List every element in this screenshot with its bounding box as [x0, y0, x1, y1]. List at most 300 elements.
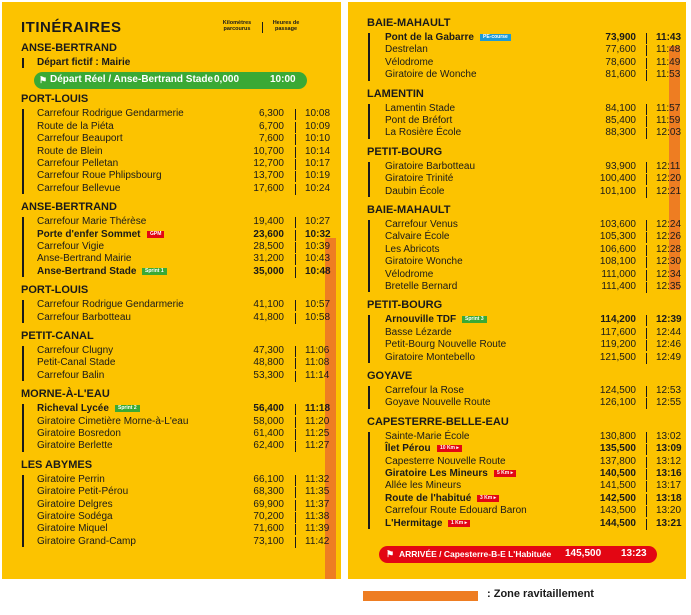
waypoint-name: Carrefour Roue Phlipsbourg	[37, 170, 162, 182]
km-value: 71,600	[253, 523, 284, 535]
time-value: 11:25	[305, 428, 330, 439]
column-separator	[295, 147, 296, 158]
km-value: 143,500	[599, 505, 636, 517]
km-value: 73,900	[605, 32, 636, 43]
route-row	[37, 108, 331, 120]
km-value: 70,200	[253, 511, 284, 522]
km-value: 66,100	[253, 473, 284, 485]
waypoint-badge: Sprint 2	[115, 405, 140, 412]
time-value: 12:30	[656, 256, 682, 268]
column-separator	[646, 257, 647, 268]
time-value: 10:19	[305, 170, 331, 182]
waypoint-name: Carrefour Balin	[37, 369, 105, 381]
waypoint-name: Giratoire Cimetière Morne-à-L'eau	[37, 415, 189, 427]
route-row	[37, 158, 331, 170]
time-value: 12:21	[656, 185, 682, 197]
section-rule	[22, 300, 24, 323]
km-value: 137,800	[599, 455, 636, 467]
waypoint-name: Giratoire Berlette	[37, 440, 113, 452]
waypoint-badge: PE-course	[480, 34, 511, 41]
itinerary-panel-left	[2, 2, 341, 579]
time-value: 10:57	[305, 299, 331, 311]
route-row	[385, 102, 681, 115]
waypoint-name: Anse-Bertrand Mairie	[37, 253, 132, 265]
waypoint-name: Carrefour Marie Thérèse	[37, 216, 147, 228]
route-row	[385, 397, 682, 409]
km-value: 121,500	[599, 351, 636, 363]
route-row	[385, 281, 682, 293]
waypoint-name: Petit-Canal Stade	[37, 357, 116, 369]
section-rule	[368, 315, 370, 363]
column-separator	[646, 174, 647, 185]
time-value: 12:39	[656, 314, 682, 326]
waypoint-name: Route de Blein	[37, 145, 103, 157]
time-value: 10:43	[305, 253, 331, 265]
commune-title: MORNE-À-L'EAU	[21, 388, 110, 401]
time-value: 11:20	[305, 415, 330, 427]
route-row	[385, 173, 682, 185]
km-value: 31,200	[253, 253, 284, 265]
route-row	[385, 32, 682, 44]
km-value: 126,100	[599, 397, 636, 409]
route-row	[37, 145, 331, 158]
commune-title: BAIE-MAHAULT	[367, 204, 451, 216]
route-row	[37, 535, 330, 548]
waypoint-badge: Sprint 1	[142, 268, 167, 275]
route-row	[385, 185, 682, 198]
route-row	[37, 498, 330, 511]
route-row	[385, 430, 682, 443]
commune-title: PORT-LOUIS	[21, 284, 89, 297]
route-row	[385, 268, 682, 281]
route-row	[37, 120, 331, 133]
route-row	[385, 443, 682, 455]
section-rule	[22, 217, 24, 277]
route-row	[385, 505, 682, 517]
route-row	[37, 241, 331, 253]
waypoint-name: Carrefour Venus	[385, 219, 458, 230]
column-separator	[646, 104, 647, 115]
waypoint-name: Les Abricots	[385, 243, 440, 255]
route-row	[37, 182, 331, 195]
waypoint-name: Giratoire Wonche	[385, 256, 463, 268]
column-separator	[646, 187, 647, 198]
column-separator	[295, 524, 296, 535]
time-value: 11:32	[305, 473, 330, 485]
time-value: 11:18	[305, 403, 331, 415]
route-row	[385, 468, 682, 480]
route-row	[37, 357, 330, 369]
waypoint-name: Carrefour Barbotteau	[37, 311, 131, 323]
time-value: 12:11	[656, 160, 681, 172]
waypoint-name: Vélodrome	[385, 56, 434, 68]
waypoint-name: Carrefour Clugny	[37, 345, 114, 356]
km-value: 103,600	[599, 219, 636, 230]
route-row	[37, 170, 331, 182]
waypoint-name: Carrefour Beauport	[37, 133, 123, 145]
section-rule	[22, 109, 24, 194]
start-label: Départ Réel / Anse-Bertrand Stade	[50, 74, 214, 85]
route-row	[385, 56, 681, 69]
waypoint-name: Carrefour Rodrigue Gendarmerie	[37, 299, 184, 311]
column-separator	[646, 58, 647, 69]
column-separator	[646, 45, 647, 56]
route-row	[37, 369, 330, 382]
route-row	[385, 243, 682, 256]
route-row	[37, 228, 331, 241]
time-value: 12:20	[656, 173, 682, 185]
commune-title: ANSE-BERTRAND	[21, 201, 117, 214]
column-separator	[646, 340, 647, 351]
waypoint-name: Carrefour la Rose	[385, 385, 464, 396]
waypoint-name: Sainte-Marie École	[385, 430, 470, 442]
waypoint-name: Giratoire de Wonche	[385, 69, 477, 81]
legend-swatch	[363, 591, 478, 601]
column-separator	[646, 270, 647, 281]
route-row	[385, 115, 681, 127]
waypoint-name: Porte d'enfer Sommet	[37, 228, 141, 240]
route-row	[385, 517, 682, 530]
km-value: 93,900	[605, 160, 636, 172]
column-separator	[646, 353, 647, 364]
route-row	[37, 299, 331, 311]
route-row	[385, 219, 682, 231]
time-value: 11:27	[305, 440, 330, 452]
km-value: 105,300	[599, 231, 636, 243]
commune-title: GOYAVE	[367, 370, 413, 382]
waypoint-name: Giratoire Trinité	[385, 173, 454, 185]
time-value: 13:21	[656, 517, 682, 529]
finish-pill	[379, 546, 657, 563]
waypoint-name: Calvaire École	[385, 231, 450, 243]
column-separator	[646, 162, 647, 173]
time-value: 10:14	[305, 145, 331, 157]
header-divider	[262, 22, 263, 33]
commune-title: BAIE-MAHAULT	[367, 17, 451, 29]
commune-title: PETIT-BOURG	[367, 145, 443, 158]
km-value: 111,400	[601, 281, 636, 292]
time-value: 13:18	[656, 492, 682, 504]
waypoint-name: Giratoire Bosredon	[37, 428, 121, 439]
waypoint-name: Giratoire Miquel	[37, 523, 108, 535]
route-row	[385, 385, 682, 397]
waypoint-badge: Sprint 3	[462, 316, 487, 323]
waypoint-name: Pont de Bréfort	[385, 115, 453, 126]
km-value: 47,300	[253, 345, 284, 356]
time-value: 11:42	[305, 535, 330, 547]
time-value: 10:09	[305, 120, 331, 132]
km-value: 84,100	[605, 102, 636, 114]
finish-time: 13:23	[621, 548, 647, 559]
km-value: 81,600	[605, 69, 636, 81]
route-row	[37, 345, 330, 357]
column-separator	[646, 506, 647, 517]
waypoint-name: Vélodrome	[385, 268, 434, 280]
km-value: 19,400	[253, 216, 284, 228]
km-value: 73,100	[253, 535, 284, 547]
waypoint-badge: 3 Km ▸	[477, 495, 499, 502]
column-separator	[295, 512, 296, 523]
finish-km: 145,500	[565, 548, 602, 559]
waypoint-name: Basse Lézarde	[385, 326, 452, 338]
km-value: 7,600	[258, 133, 284, 145]
route-row	[385, 480, 682, 492]
waypoint-name: Route de l'habitué	[385, 492, 472, 504]
route-row	[385, 351, 682, 364]
waypoint-name: Bretelle Bernard	[385, 281, 458, 292]
waypoint-name: Giratoire Les Mineurs	[385, 468, 488, 479]
col-time-header: Heures de passage	[272, 20, 300, 32]
waypoint-name: Goyave Nouvelle Route	[385, 397, 491, 409]
column-separator	[646, 444, 647, 455]
time-value: 13:12	[656, 455, 682, 467]
column-separator	[646, 128, 647, 139]
waypoint-name: La Rosière École	[385, 127, 462, 139]
time-value: 11:43	[656, 32, 682, 43]
km-value: 117,600	[600, 326, 636, 338]
column-separator	[295, 441, 296, 452]
km-value: 135,500	[599, 443, 636, 455]
itinerary-panel-right	[348, 2, 686, 579]
time-value: 13:16	[656, 468, 682, 479]
column-separator	[295, 358, 296, 369]
time-value: 10:48	[305, 265, 331, 277]
route-row	[37, 311, 331, 324]
time-value: 10:24	[305, 182, 331, 194]
column-separator	[295, 184, 296, 195]
route-row	[385, 69, 681, 81]
time-value: 12:44	[656, 326, 682, 338]
route-row	[385, 339, 682, 351]
km-value: 61,400	[253, 428, 284, 439]
column-separator	[295, 242, 296, 253]
route-row	[385, 455, 682, 468]
column-separator	[295, 109, 296, 120]
waypoint-name: Giratoire Petit-Pérou	[37, 486, 129, 498]
time-value: 11:59	[656, 115, 681, 126]
time-value: 11:06	[305, 345, 330, 356]
time-value: 10:17	[305, 158, 331, 169]
time-value: 11:14	[305, 369, 330, 381]
km-value: 140,500	[599, 468, 636, 479]
km-value: 53,300	[253, 369, 284, 381]
km-value: 6,300	[258, 108, 284, 120]
waypoint-name: L'Hermitage	[385, 517, 443, 529]
column-separator	[646, 328, 647, 339]
km-value: 142,500	[599, 492, 636, 504]
column-separator	[295, 537, 296, 548]
time-value: 10:27	[305, 216, 331, 228]
waypoint-badge: 1 Km ▸	[448, 520, 470, 527]
column-separator	[295, 313, 296, 324]
column-separator	[646, 398, 647, 409]
waypoint-badge: 5 Km ▸	[494, 470, 516, 477]
waypoint-name: Départ fictif : Mairie	[37, 57, 131, 68]
km-value: 111,000	[601, 268, 636, 280]
km-value: 124,500	[599, 385, 636, 396]
column-separator	[295, 487, 296, 498]
time-value: 11:38	[305, 511, 330, 522]
km-value: 106,600	[599, 243, 636, 255]
column-separator	[295, 429, 296, 440]
waypoint-name: Pont de la Gabarre	[385, 32, 474, 43]
column-separator	[295, 134, 296, 145]
waypoint-name: Giratoire Grand-Camp	[37, 535, 136, 547]
waypoint-name: Giratoire Barbotteau	[385, 160, 476, 172]
route-row	[385, 231, 682, 243]
time-value: 10:10	[305, 133, 331, 145]
section-rule	[368, 432, 370, 529]
km-value: 77,600	[605, 44, 636, 56]
km-value: 130,800	[599, 430, 636, 442]
time-value: 12:03	[656, 127, 682, 139]
column-separator	[295, 230, 296, 241]
waypoint-name: Giratoire Perrin	[37, 473, 105, 485]
column-separator	[295, 171, 296, 182]
waypoint-name: Carrefour Bellevue	[37, 182, 121, 194]
time-value: 11:39	[305, 523, 330, 535]
column-separator	[646, 315, 647, 326]
route-row	[37, 253, 331, 265]
column-separator	[646, 494, 647, 505]
column-separator	[295, 417, 296, 428]
column-separator	[646, 245, 647, 256]
time-value: 12:26	[656, 231, 682, 243]
route-row	[37, 403, 331, 415]
column-separator	[295, 267, 296, 278]
km-value: 6,700	[258, 120, 284, 132]
waypoint-name: Route de la Piéta	[37, 120, 114, 132]
column-separator	[646, 457, 647, 468]
column-separator	[646, 386, 647, 397]
waypoint-name: Capesterre Nouvelle Route	[385, 455, 506, 467]
section-rule	[368, 386, 370, 409]
commune-title: PETIT-BOURG	[367, 299, 443, 312]
col-km-header: Kilomètres parcourus	[222, 20, 252, 32]
waypoint-name: Lamentin Stade	[385, 102, 456, 114]
route-row	[37, 216, 331, 228]
km-value: 100,400	[599, 173, 636, 185]
waypoint-badge: GPM	[147, 231, 164, 238]
waypoint-name: Anse-Bertrand Stade	[37, 265, 137, 277]
commune-title: PETIT-CANAL	[21, 330, 94, 342]
waypoint-name: Carrefour Rodrigue Gendarmerie	[37, 108, 184, 120]
waypoint-name: Carrefour Vigie	[37, 241, 105, 252]
column-separator	[646, 220, 647, 231]
time-value: 12:46	[656, 339, 682, 351]
route-row	[385, 160, 681, 173]
waypoint-name: Allée les Mineurs	[385, 480, 462, 492]
km-value: 68,300	[253, 486, 284, 498]
time-value: 12:55	[656, 397, 682, 409]
waypoint-name: Giratoire Delgres	[37, 498, 113, 510]
column-separator	[646, 282, 647, 293]
km-value: 41,100	[253, 299, 284, 311]
time-value: 11:37	[305, 498, 330, 510]
commune-title: LAMENTIN	[367, 87, 424, 100]
column-separator	[295, 404, 296, 415]
waypoint-name: Carrefour Pelletan	[37, 158, 119, 169]
waypoint-name: Arnouville TDF	[385, 314, 457, 326]
section-rule	[368, 33, 370, 81]
time-value: 12:28	[656, 243, 682, 255]
column-separator	[295, 122, 296, 133]
route-row	[37, 133, 331, 145]
time-value: 12:49	[656, 351, 682, 363]
time-value: 13:20	[656, 505, 682, 517]
route-row	[37, 440, 330, 452]
section-rule	[368, 104, 370, 139]
column-separator	[295, 500, 296, 511]
time-value: 10:32	[305, 228, 331, 240]
km-value: 88,300	[605, 127, 636, 139]
column-separator	[295, 475, 296, 486]
km-value: 35,000	[253, 265, 284, 277]
section-rule	[368, 220, 370, 292]
route-row	[385, 256, 682, 268]
column-separator	[646, 519, 647, 530]
column-separator	[295, 371, 296, 382]
route-row	[37, 428, 330, 440]
km-value: 119,200	[600, 339, 636, 351]
time-value: 11:48	[656, 44, 681, 56]
time-value: 13:09	[656, 443, 682, 455]
column-separator	[646, 70, 647, 81]
km-value: 62,400	[253, 440, 284, 452]
km-value: 28,500	[253, 241, 284, 252]
route-row	[37, 473, 330, 486]
time-value: 13:02	[656, 430, 682, 442]
start-km: 0,000	[214, 74, 240, 85]
route-row	[37, 57, 327, 69]
waypoint-badge: 10 Km ▸	[437, 445, 462, 452]
column-separator	[646, 116, 647, 127]
page-title: ITINÉRAIRES	[21, 19, 122, 36]
km-value: 56,400	[253, 403, 284, 415]
waypoint-name: Îlet Pérou	[385, 443, 431, 455]
column-separator	[646, 33, 647, 44]
km-value: 85,400	[605, 115, 636, 126]
time-value: 11:57	[656, 102, 681, 114]
km-value: 23,600	[253, 228, 284, 240]
route-row	[385, 326, 682, 339]
time-value: 12:53	[656, 385, 682, 396]
km-value: 114,200	[600, 314, 636, 326]
legend-label: : Zone ravitaillement	[487, 588, 594, 600]
start-pill	[34, 72, 307, 89]
route-row	[385, 44, 681, 56]
time-value: 11:35	[305, 486, 330, 498]
column-separator	[295, 254, 296, 265]
waypoint-name: Richeval Lycée	[37, 403, 109, 415]
km-value: 101,100	[599, 185, 636, 197]
commune-title: PORT-LOUIS	[21, 93, 89, 106]
time-value: 12:24	[656, 219, 682, 230]
time-value: 10:08	[305, 108, 331, 120]
route-row	[37, 486, 330, 498]
section-rule	[22, 475, 24, 547]
km-value: 48,800	[253, 357, 284, 369]
start-time: 10:00	[270, 74, 296, 85]
route-row	[385, 127, 682, 139]
finish-label: ARRIVÉE / Capesterre-B-E L'Habituée	[399, 549, 552, 559]
column-separator	[295, 159, 296, 170]
km-value: 141,500	[599, 480, 636, 492]
waypoint-name: Carrefour Route Edouard Baron	[385, 505, 527, 517]
commune-title: ANSE-BERTRAND	[21, 42, 117, 54]
column-separator	[646, 481, 647, 492]
km-value: 69,900	[253, 498, 284, 510]
